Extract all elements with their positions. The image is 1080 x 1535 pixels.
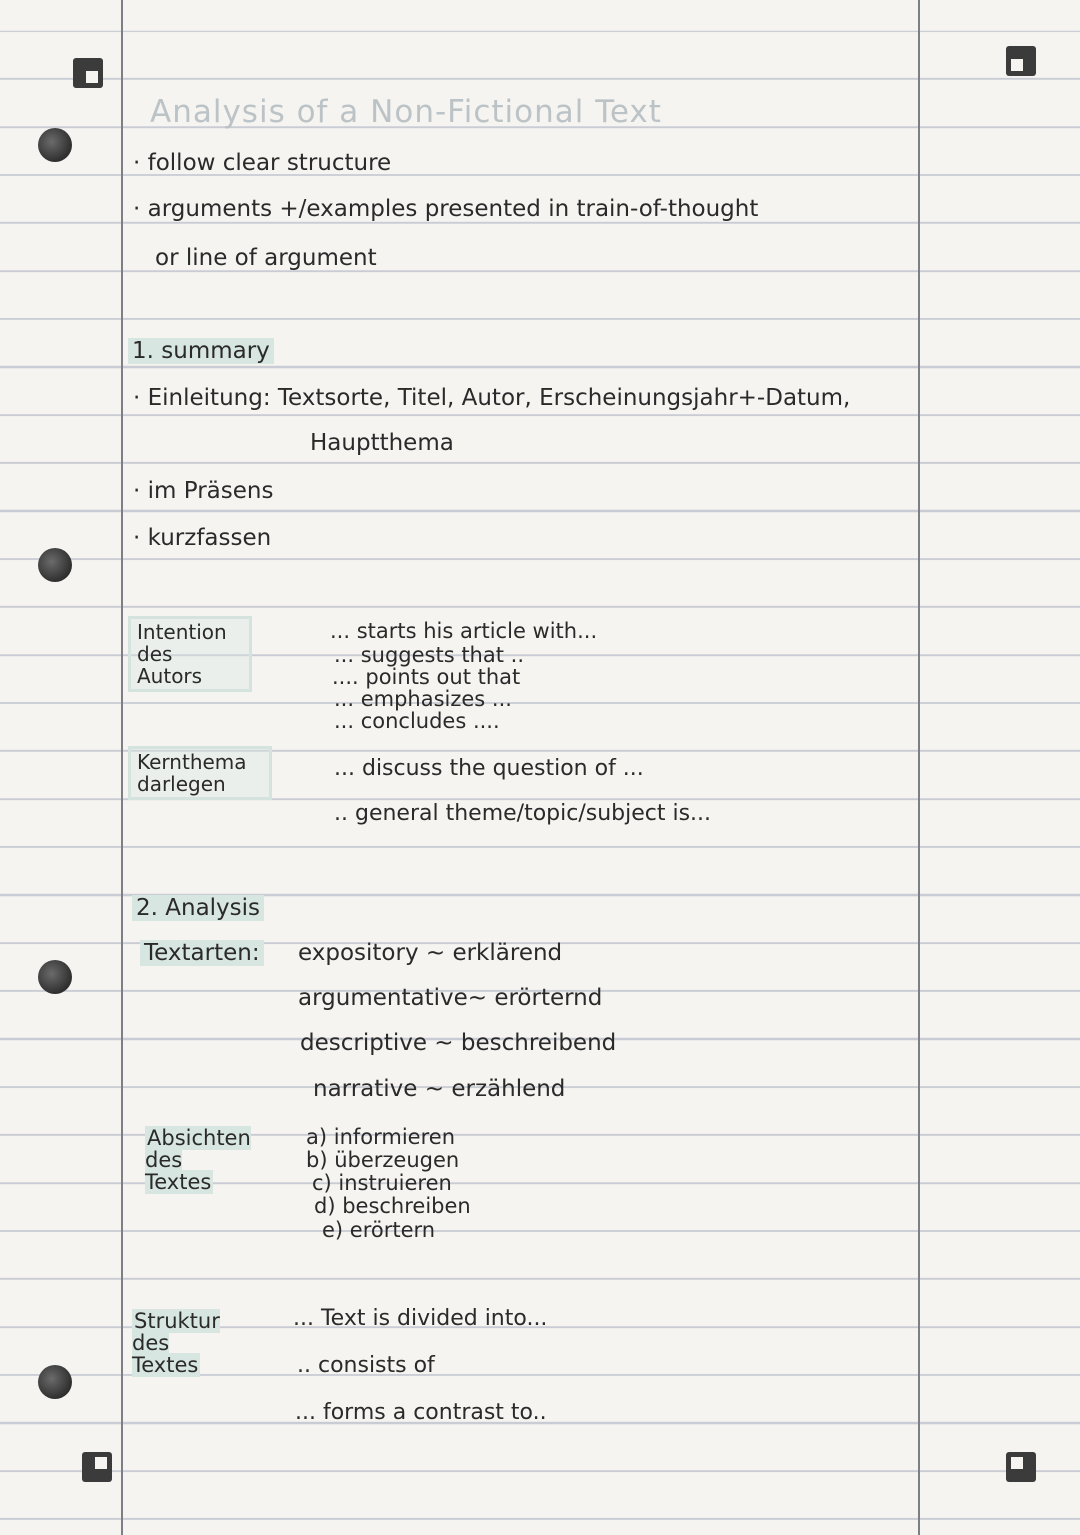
textarten-label: Textarten: <box>140 940 264 966</box>
intention-phrase: ... concludes .... <box>334 709 500 733</box>
kernthema-phrase: .. general theme/topic/subject is... <box>334 801 712 826</box>
summary-bullet: · Einleitung: Textsorte, Titel, Autor, Erscheinungsjahr+-Datum, <box>133 385 851 411</box>
intention-phrase: ... suggests that .. <box>334 643 524 667</box>
intro-bullet: · follow clear structure <box>133 150 392 176</box>
intention-phrase: ... starts his article with... <box>330 619 598 643</box>
corner-marker-icon <box>82 1452 112 1482</box>
textart-item: descriptive ~ beschreibend <box>300 1030 617 1056</box>
punch-hole-icon <box>38 960 72 994</box>
intention-phrase: ... emphasizes ... <box>334 687 512 711</box>
struktur-phrase: ... forms a contrast to.. <box>295 1400 547 1425</box>
section-heading-analysis: 2. Analysis <box>132 895 264 921</box>
summary-bullet: · kurzfassen <box>133 525 272 551</box>
kernthema-label: Kernthema darlegen <box>128 746 272 800</box>
left-margin-line <box>121 0 123 1535</box>
absicht-item: e) erörtern <box>322 1218 436 1242</box>
absicht-item: c) instruieren <box>312 1171 452 1195</box>
corner-marker-icon <box>73 58 103 88</box>
punch-hole-icon <box>38 1365 72 1399</box>
punch-hole-icon <box>38 548 72 582</box>
corner-marker-icon <box>1006 1452 1036 1482</box>
punch-hole-icon <box>38 128 72 162</box>
struktur-phrase: ... Text is divided into... <box>293 1306 548 1331</box>
right-margin-line <box>918 0 920 1535</box>
absicht-item: d) beschreiben <box>314 1194 471 1218</box>
struktur-label: Struktur des Textes <box>132 1309 220 1377</box>
textart-item: narrative ~ erzählend <box>313 1076 566 1102</box>
absicht-item: a) informieren <box>306 1125 455 1149</box>
textart-item: argumentative~ erörternd <box>298 985 603 1011</box>
summary-bullet: · im Präsens <box>133 478 274 504</box>
intention-phrase: .... points out that <box>332 665 521 689</box>
section-heading-summary: 1. summary <box>128 338 274 364</box>
absicht-item: b) überzeugen <box>306 1148 460 1172</box>
kernthema-phrase: ... discuss the question of ... <box>334 756 644 781</box>
corner-marker-icon <box>1006 46 1036 76</box>
intro-bullet: · arguments +/examples presented in train-of-thought <box>133 196 759 222</box>
page-title: Analysis of a Non-Fictional Text <box>150 94 662 130</box>
intro-bullet-continued: or line of argument <box>155 245 377 271</box>
intention-label: Intention des Autors <box>128 616 252 692</box>
textart-item: expository ~ erklärend <box>298 940 563 966</box>
summary-bullet-continued: Hauptthema <box>310 430 454 456</box>
struktur-phrase: .. consists of <box>297 1353 435 1378</box>
absichten-label: Absichten des Textes <box>145 1126 251 1194</box>
